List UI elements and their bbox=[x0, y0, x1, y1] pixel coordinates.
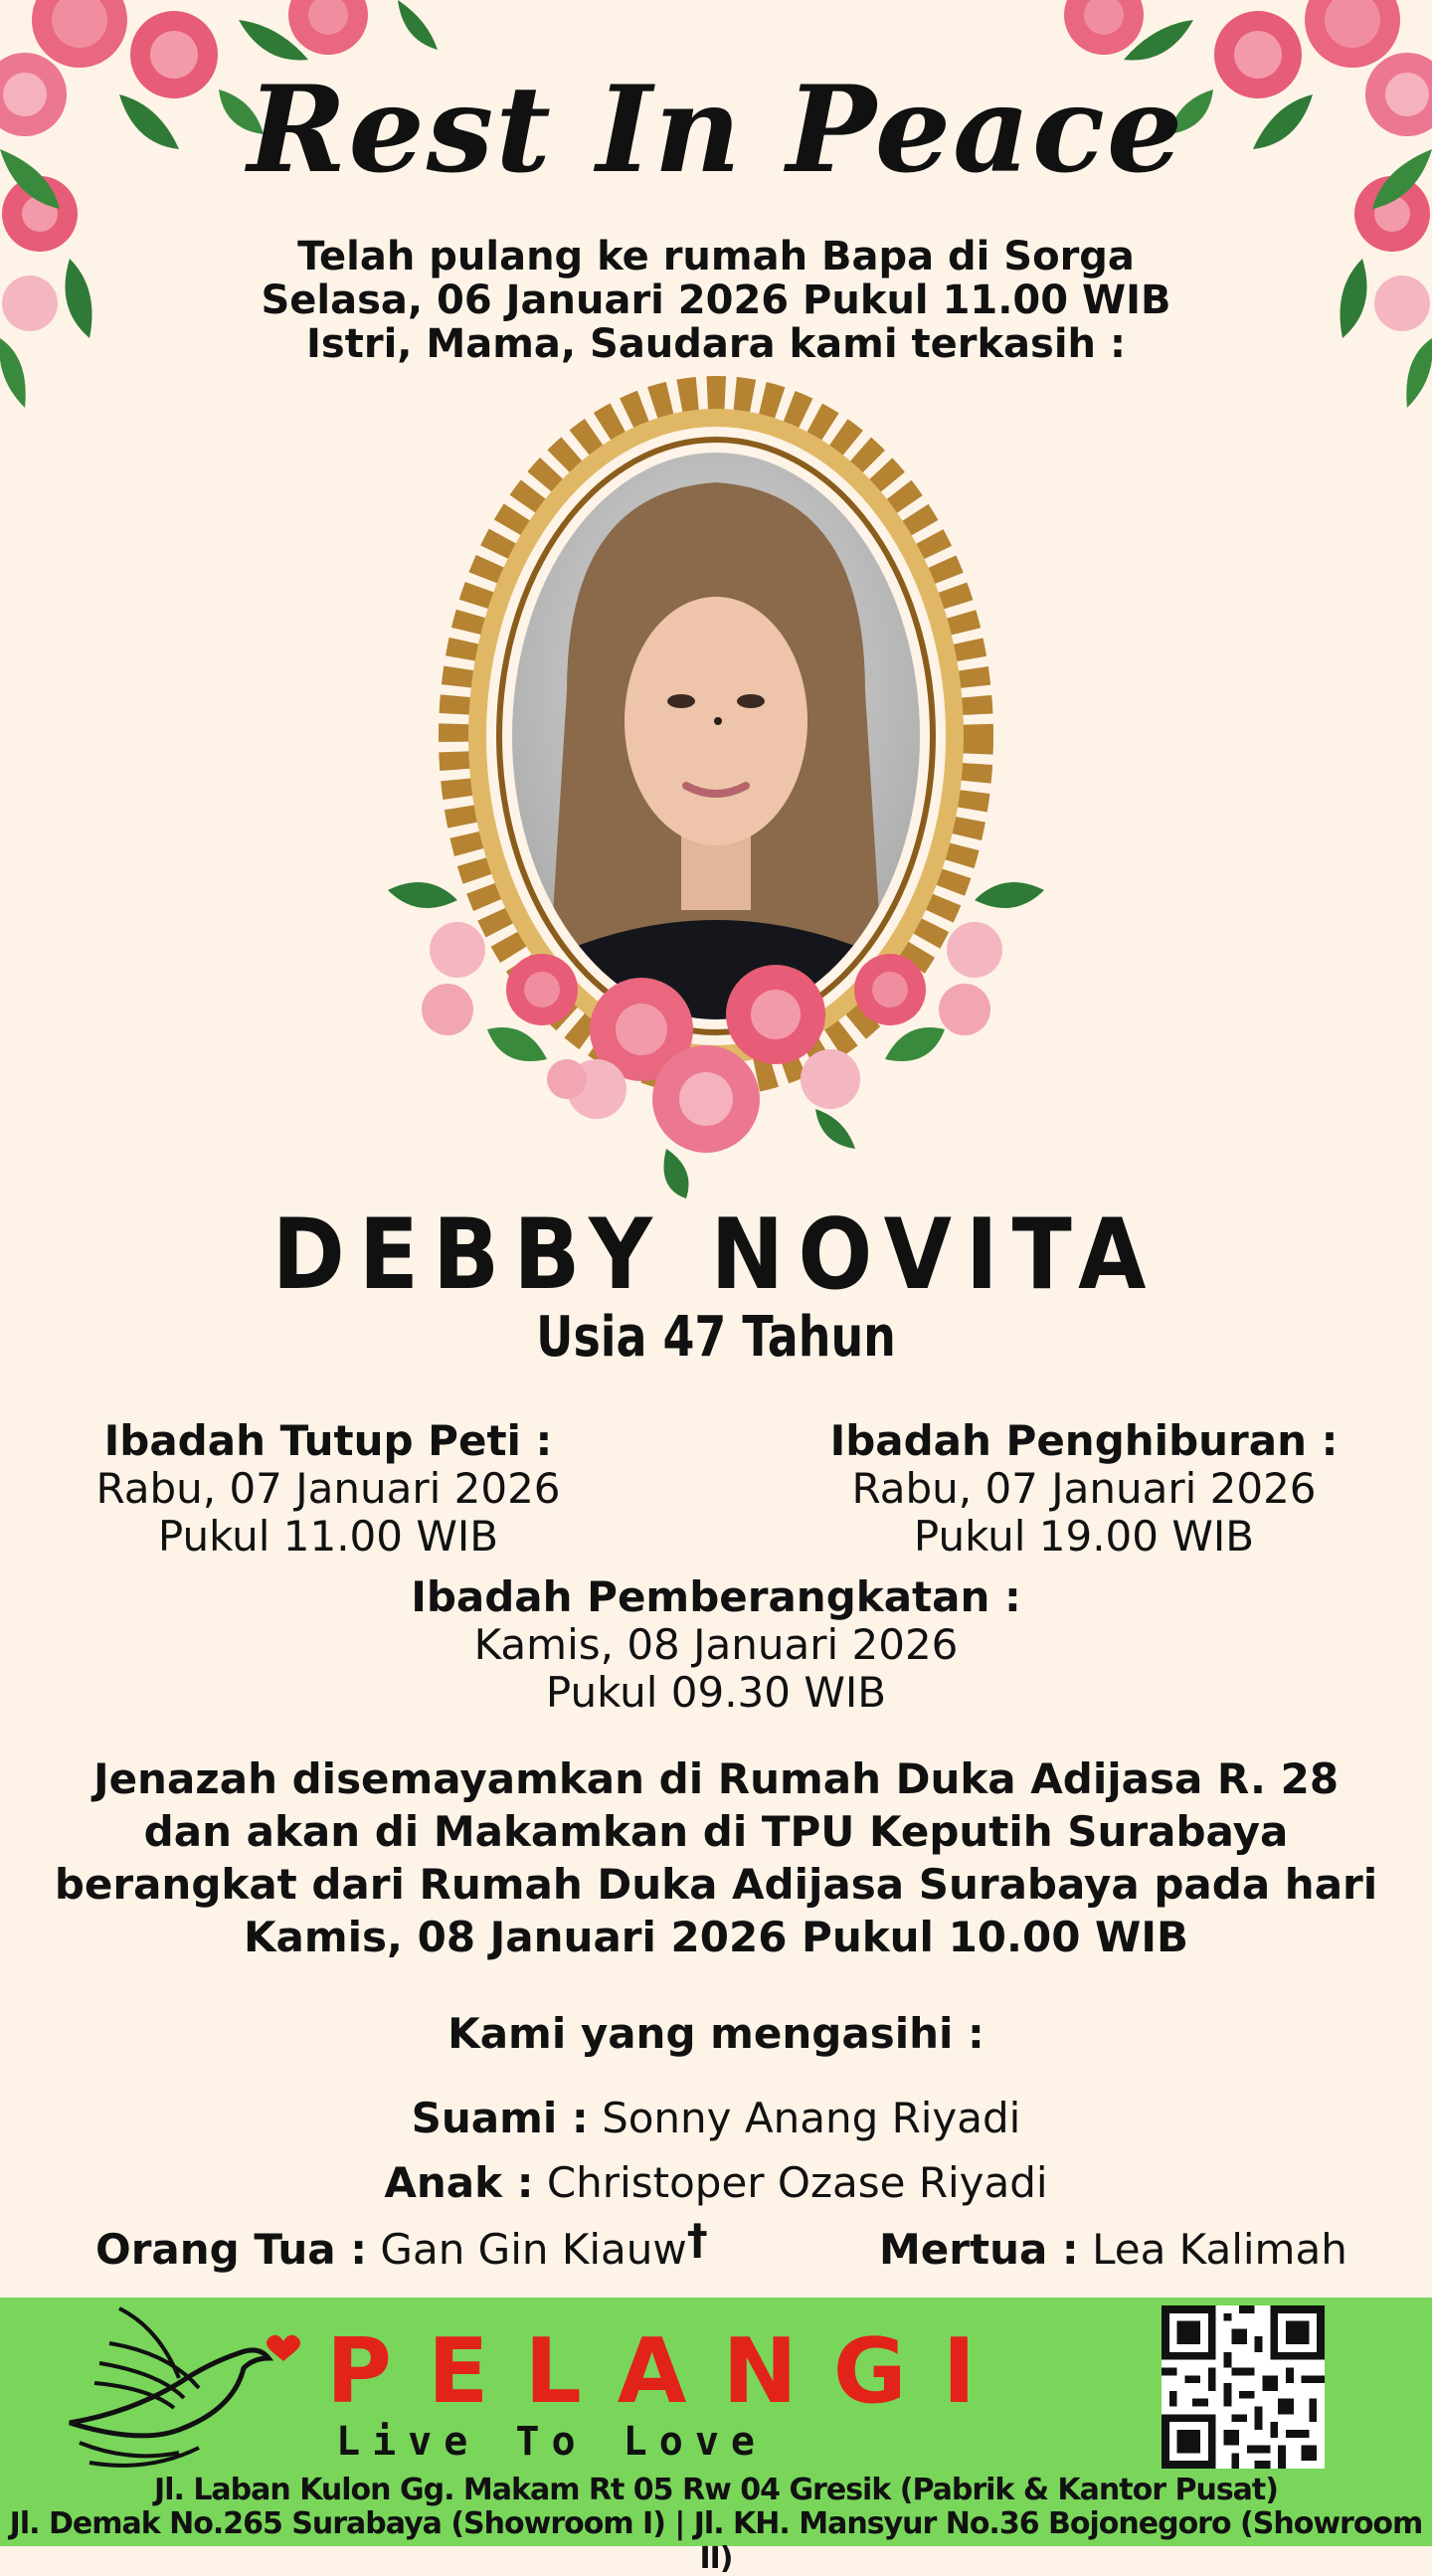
family-mertua bbox=[879, 2225, 1347, 2274]
family-label: Suami : bbox=[411, 2094, 589, 2142]
family-label: Mertua : bbox=[879, 2225, 1079, 2274]
intro-line: Telah pulang ke rumah Bapa di Sorga bbox=[297, 234, 1135, 279]
family-name: Lea Kalimah bbox=[1092, 2225, 1347, 2274]
family-suami bbox=[0, 2094, 1432, 2142]
service-tutup-peti bbox=[40, 1417, 617, 1561]
family-name: Christoper Ozase Riyadi bbox=[546, 2158, 1048, 2207]
deceased-cross-mark: † bbox=[686, 2215, 708, 2264]
intro-line: Istri, Mama, Saudara kami terkasih : bbox=[306, 321, 1126, 367]
announcement-line: Kamis, 08 Januari 2026 Pukul 10.00 WIB bbox=[243, 1913, 1189, 1961]
dove-heart-icon bbox=[60, 2303, 308, 2473]
announcement-line: berangkat dari Rumah Duka Adijasa Surabaya pada hari bbox=[54, 1860, 1378, 1909]
deceased-name: DEBBY NOVITA bbox=[271, 1198, 1161, 1312]
footer-band bbox=[0, 2298, 1432, 2576]
announcement bbox=[0, 1752, 1432, 1963]
family-name: Gan Gin Kiauw bbox=[380, 2225, 687, 2274]
portrait-frame bbox=[368, 393, 1064, 1198]
service-heading: Ibadah Tutup Peti : bbox=[103, 1416, 553, 1465]
service-date: Rabu, 07 Januari 2026 bbox=[851, 1464, 1317, 1513]
brand-tagline: Live To Love bbox=[336, 2419, 767, 2465]
intro-text bbox=[0, 235, 1432, 366]
qr-code-icon bbox=[1162, 2305, 1325, 2469]
service-time: Pukul 11.00 WIB bbox=[157, 1512, 499, 1561]
page-title: Rest In Peace bbox=[247, 60, 1185, 200]
deceased-age: Usia 47 Tahun bbox=[536, 1305, 896, 1370]
service-time: Pukul 19.00 WIB bbox=[913, 1512, 1255, 1561]
service-pemberangkatan bbox=[318, 1573, 1114, 1717]
service-penghiburan bbox=[796, 1417, 1372, 1561]
service-heading: Ibadah Pemberangkatan : bbox=[411, 1572, 1021, 1621]
address-line: Jl. Laban Kulon Gg. Makam Rt 05 Rw 04 Gresik (Pabrik & Kantor Pusat) bbox=[154, 2473, 1278, 2507]
family-anak bbox=[0, 2158, 1432, 2207]
service-date: Rabu, 07 Januari 2026 bbox=[95, 1464, 561, 1513]
family-label: Anak : bbox=[384, 2158, 534, 2207]
family-heading: Kami yang mengasihi : bbox=[448, 2009, 984, 2058]
service-time: Pukul 09.30 WIB bbox=[545, 1668, 887, 1717]
intro-line: Selasa, 06 Januari 2026 Pukul 11.00 WIB bbox=[261, 277, 1171, 323]
announcement-line: Jenazah disemayamkan di Rumah Duka Adijasa R. 28 bbox=[92, 1754, 1340, 1803]
service-heading: Ibadah Penghiburan : bbox=[829, 1416, 1339, 1465]
announcement-line: dan akan di Makamkan di TPU Keputih Surabaya bbox=[143, 1807, 1289, 1856]
brand-name: PELANGI bbox=[326, 2319, 1012, 2424]
family-name: Sonny Anang Riyadi bbox=[602, 2094, 1021, 2142]
address-line: Jl. Demak No.265 Surabaya (Showroom I) | Jl. KH. Mansyur No.36 Bojonegoro (Showroom II) bbox=[9, 2506, 1423, 2576]
service-date: Kamis, 08 Januari 2026 bbox=[473, 1620, 959, 1669]
family-orangtua bbox=[95, 2215, 708, 2274]
family-label: Orang Tua : bbox=[95, 2225, 368, 2274]
